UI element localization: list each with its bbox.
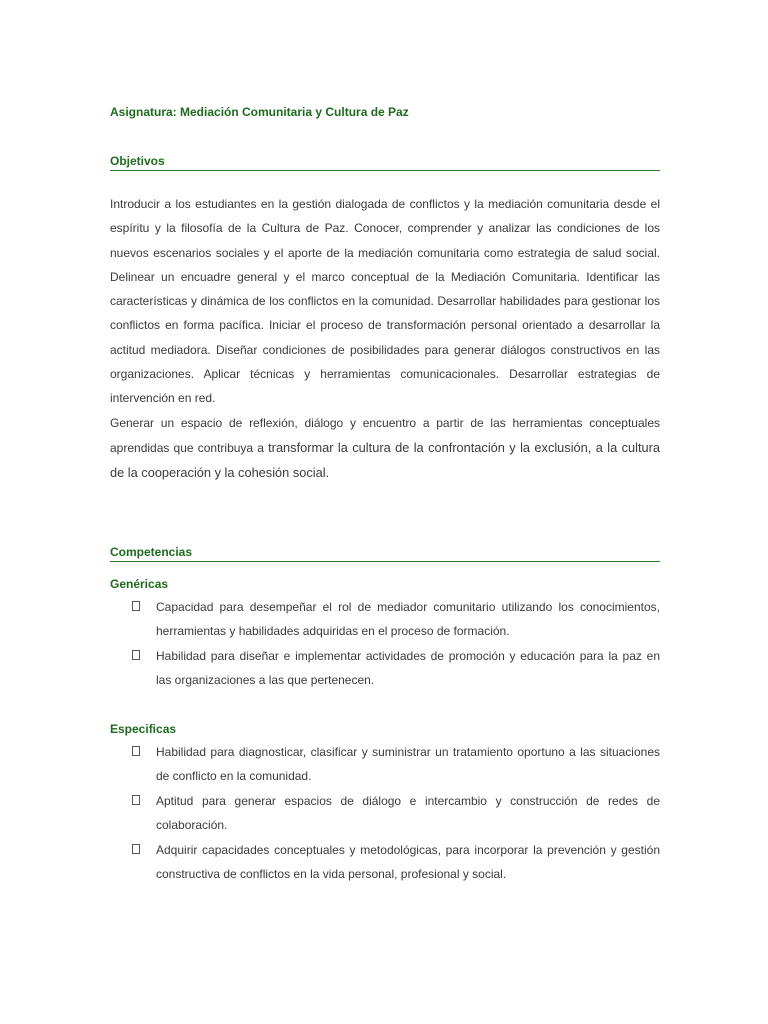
objectives-text-2b: transformar la cultura de la confrontación y la exclusión, a la cultura de la cooperación y la cohesión social. bbox=[110, 439, 660, 481]
bullet-box-icon bbox=[132, 844, 140, 854]
bullet-box-icon bbox=[132, 746, 140, 756]
specific-heading: Especificas bbox=[110, 721, 177, 736]
specific-list bbox=[110, 740, 660, 887]
objectives-text: Introducir a los estudiantes en la gestión dialogada de conflictos y la mediación comunitaria desde el espíritu y la filosofía de la Cultura de Paz. Conocer, comprender y analizar las condiciones de los nuevos escenarios sociales y el aporte de la mediación comunitaria como estrategia de salud social. Delinear un encuadre general y el marco conceptual de la Mediación Comunitaria. Identificar las características y dinámica de los conflictos en la comunidad. Desarrollar habilidades para gestionar los conflictos en forma pacífica. Iniciar el proceso de transformación personal orientado a desarrollar la actitud mediadora. Diseñar condiciones de posibilidades para generar diálogos constructivos en las organizaciones. Aplicar técnicas y herramientas comunicacionales. Desarrollar estrategias de intervención en red. bbox=[110, 197, 660, 406]
objectives-paragraph bbox=[110, 192, 660, 486]
list-item: Habilidad para diseñar e implementar actividades de promoción y educación para la paz en las organizaciones a las que pertenecen. bbox=[110, 644, 660, 693]
list-item: Aptitud para generar espacios de diálogo e intercambio y construcción de redes de colaboración. bbox=[110, 789, 660, 838]
document-content bbox=[110, 103, 660, 887]
subject-title: Asignatura: Mediación Comunitaria y Cultura de Paz bbox=[110, 105, 409, 119]
bullet-box-icon bbox=[132, 601, 140, 611]
generic-list bbox=[110, 595, 660, 693]
list-item: Capacidad para desempeñar el rol de mediador comunitario utilizando los conocimientos, herramientas y habilidades adquiridas en el proceso de formación. bbox=[110, 595, 660, 644]
bullet-box-icon bbox=[132, 795, 140, 805]
list-item: Adquirir capacidades conceptuales y metodológicas, para incorporar la prevención y gestión constructiva de conflictos en la vida personal, profesional y social. bbox=[110, 838, 660, 887]
list-item: Habilidad para diagnosticar, clasificar y suministrar un tratamiento oportuno a las situaciones de conflicto en la comunidad. bbox=[110, 740, 660, 789]
objectives-heading: Objetivos bbox=[110, 153, 660, 171]
objectives-text-2a: Generar un espacio de reflexión, diálogo y encuentro a partir de las herramientas conceptuales aprendidas que contribuya a bbox=[110, 415, 660, 455]
bullet-box-icon bbox=[132, 650, 140, 660]
generic-heading: Genéricas bbox=[110, 576, 169, 591]
competencies-heading: Competencias bbox=[110, 544, 660, 562]
